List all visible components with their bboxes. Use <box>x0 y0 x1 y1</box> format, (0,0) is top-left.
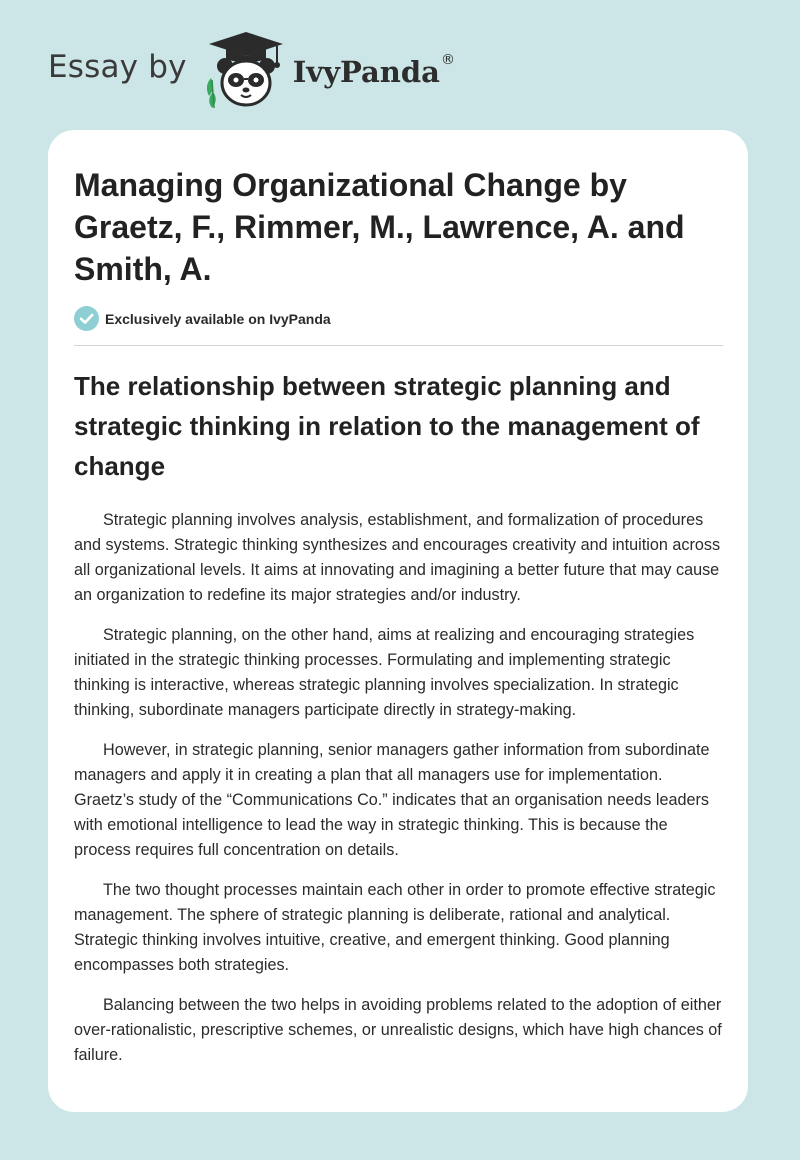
essay-title: Managing Organizational Change by Graetz, F., Rimmer, M., Lawrence, A. and Smith, A. <box>74 167 685 287</box>
paragraph: However, in strategic planning, senior managers gather information from subordinate managers and apply it in creating a plan that all managers use for implementation. Graetz’s study of the “Communications Co.” indicates that an organisation needs leaders with emotional intelligence to lead the way in strategic thinking. This is because the process requires full concentration on details. <box>74 741 710 859</box>
panda-graduate-icon <box>203 30 289 110</box>
exclusive-badge-label: Exclusively available on IvyPanda <box>105 310 331 327</box>
paragraph: Strategic planning, on the other hand, aims at realizing and encouraging strategies initiated in the strategic thinking processes. Formulating and implementing strategic thinking is interactive, whereas strategic planning involves specialization. In strategic thinking, subordinate managers participate directly in strategy-making. <box>74 626 695 719</box>
section-heading: The relationship between strategic planning and strategic thinking in relation to the management of change <box>74 371 700 481</box>
brand-name: IvyPanda <box>292 55 440 89</box>
divider <box>74 345 723 346</box>
paragraph: Strategic planning involves analysis, establishment, and formalization of procedures and systems. Strategic thinking synthesizes and encourages creativity and intuition across all organizational levels. It aims at innovating and imagining a better future that may cause an organization to redefine its major strategies and/or industry. <box>74 511 721 604</box>
paragraph: The two thought processes maintain each other in order to promote effective strategic management. The sphere of strategic planning is deliberate, rational and analytical. Strategic thinking involves intuitive, creative, and emergent thinking. Good planning encompasses both strategies. <box>74 881 716 974</box>
paragraph: Balancing between the two helps in avoiding problems related to the adoption of either over-rationalistic, prescriptive schemes, or unrealistic designs, which have high chances of failure. <box>74 996 722 1064</box>
exclusive-badge <box>74 306 331 331</box>
essay-body <box>74 508 724 1083</box>
check-circle-icon <box>74 306 99 331</box>
brand-logo[interactable] <box>48 30 455 110</box>
essay-card <box>48 130 748 1112</box>
registered-mark: ® <box>440 52 455 68</box>
brand-prefix: Essay by <box>48 49 187 85</box>
